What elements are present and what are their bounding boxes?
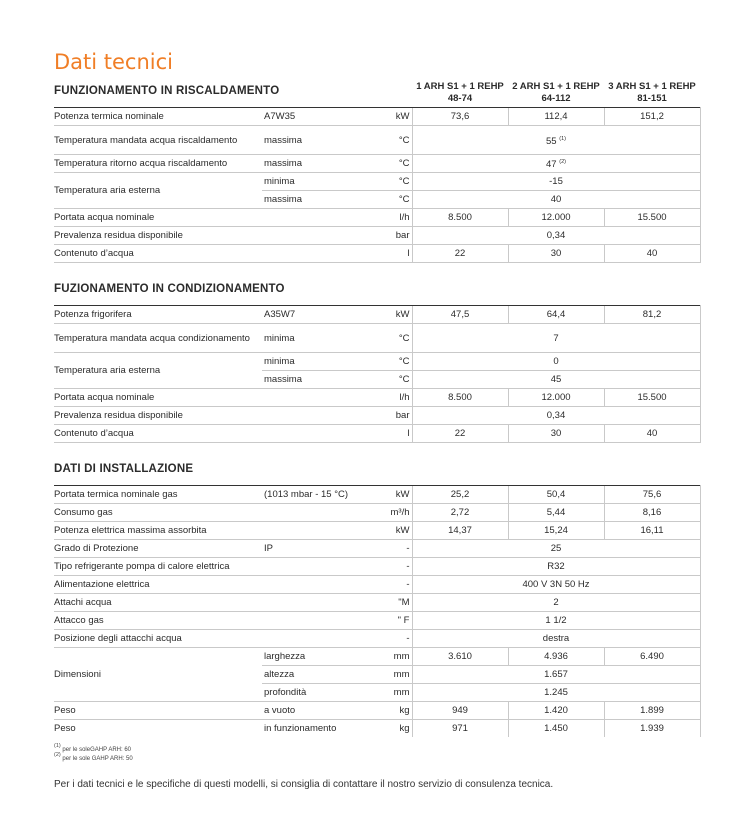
contact-note: Per i dati tecnici e le specifiche di questi modelli, si consiglia di contattare il nostro servizio di consulenza tecnica.: [54, 779, 554, 790]
table-row: Peso a vuoto kg 949 1.420 1.899: [54, 702, 700, 720]
footnote-1: $^{(1)}$ per le soleGAHP ARH: 60: [54, 743, 131, 753]
column-headers: [412, 81, 700, 105]
table-row: Alimentazione elettrica - 400 V 3N 50 Hz: [54, 576, 700, 594]
table-row: Posizione degli attacchi acqua - destra: [54, 630, 700, 648]
heating-table: [54, 107, 701, 263]
cooling-table: [54, 305, 701, 443]
section-title-heating: FUNZIONAMENTO IN RISCALDAMENTO: [54, 85, 280, 97]
table-row: Contenuto d’acqua l 22 30 40: [54, 425, 700, 443]
table-row: Attachi acqua "M 2: [54, 594, 700, 612]
table-row: profondità mm 1.245: [54, 684, 700, 702]
table-row: Attacco gas " F 1 1/2: [54, 612, 700, 630]
table-row: Temperatura mandata acqua riscaldamento massima °C 55 $^{(1)}$: [54, 126, 700, 155]
table-row: Tipo refrigerante pompa di calore elettrica - R32: [54, 558, 700, 576]
table-row: Temperatura mandata acqua condizionamento minima °C 7: [54, 324, 700, 353]
table-row: massima °C 45: [54, 371, 700, 389]
table-row: Contenuto d’acqua l 22 30 40: [54, 245, 700, 263]
table-row: Portata acqua nominale l/h 8.500 12.000 15.500: [54, 389, 700, 407]
table-row: Grado di Protezione IP - 25: [54, 540, 700, 558]
table-row: massima °C 40: [54, 191, 700, 209]
table-row: Potenza frigorifera A35W7 kW 47,5 64,4 81,2: [54, 306, 700, 324]
column-header-3: 3 ARH S1 + 1 REHP 81-151: [608, 81, 696, 104]
table-row: Potenza elettrica massima assorbita kW 14,37 15,24 16,11: [54, 522, 700, 540]
table-row: Temperatura aria esterna minima °C -15: [54, 173, 700, 191]
installation-table: [54, 485, 701, 737]
column-header-2: 2 ARH S1 + 1 REHP 64-112: [512, 81, 600, 104]
section-title-cooling: FUZIONAMENTO IN CONDIZIONAMENTO: [54, 283, 285, 295]
table-row: altezza mm 1.657: [54, 666, 700, 684]
table-row: Consumo gas m³/h 2,72 5,44 8,16: [54, 504, 700, 522]
column-header-1: 1 ARH S1 + 1 REHP 48-74: [416, 81, 504, 104]
table-row: Portata termica nominale gas (1013 mbar - 15 °C) kW 25,2 50,4 75,6: [54, 486, 700, 504]
table-row: Dimensioni larghezza mm 3.610 4.936 6.490: [54, 648, 700, 666]
table-row: Potenza termica nominale A7W35 kW 73,6 112,4 151,2: [54, 108, 700, 126]
table-row: Temperatura ritorno acqua riscaldamento massima °C 47 $^{(2)}$: [54, 155, 700, 173]
table-row: Prevalenza residua disponibile bar 0,34: [54, 407, 700, 425]
footnote-2: $^{(2)}$ per le sole GAHP ARH: 50: [54, 752, 133, 762]
table-row: Temperatura aria esterna minima °C 0: [54, 353, 700, 371]
table-row: Portata acqua nominale l/h 8.500 12.000 15.500: [54, 209, 700, 227]
page-title: Dati tecnici: [54, 50, 174, 74]
table-row: Prevalenza residua disponibile bar 0,34: [54, 227, 700, 245]
table-row: Peso in funzionamento kg 971 1.450 1.939: [54, 720, 700, 738]
section-title-installation: DATI DI INSTALLAZIONE: [54, 463, 194, 475]
